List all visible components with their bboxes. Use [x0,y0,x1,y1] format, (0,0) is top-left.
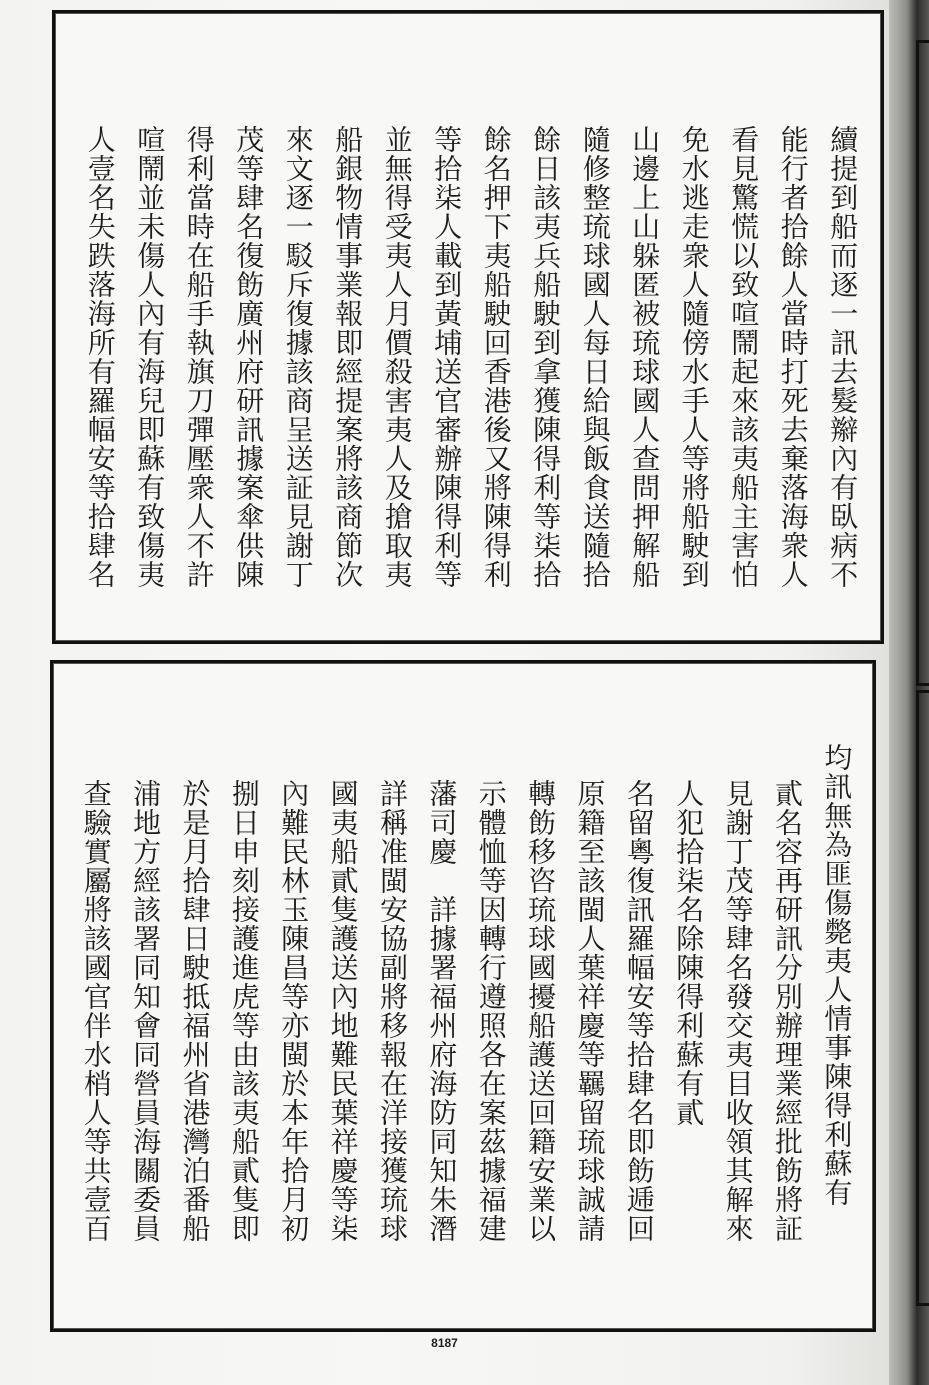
text-column [719,13,769,641]
text-column [422,13,472,641]
column-text: 得利當時在船手執旗刀彈壓衆人不許 [182,125,216,589]
column-text: 隨修整琉球國人每日給與飯食送隨拾 [578,125,612,589]
text-column [372,13,422,641]
column-text: 船銀物情事業報即經提案將該商節次 [331,125,365,589]
column-text: 貳名容再研訊分別辦理業經批飭將証 [770,779,804,1243]
column-text: 浦地方經該署同知會同營員海關委員 [129,779,163,1243]
column-text: 看見驚慌以致喧鬧起來該夷船主害怕 [727,125,761,589]
column-text: 查驗實屬將該國官伴水梢人等共壹百 [79,779,113,1243]
text-block-bottom [50,660,876,1332]
column-text: 名留粵復訊羅幅安等拾肆名即飭逓回 [622,779,656,1243]
text-column [812,663,861,1329]
column-text: 等拾柒人載到黃埔送官審辦陳得利等 [430,125,464,589]
text-column [664,663,713,1329]
text-column [620,13,670,641]
text-column [75,13,125,641]
text-column [269,663,318,1329]
column-text: 於是月拾肆日駛抵福州省港灣泊番船 [178,779,212,1243]
column-text: 續提到船而逐一訊去髮辮內有臥病不 [826,125,860,589]
column-text: 能行者拾餘人當時打死去棄落海衆人 [776,125,810,589]
page-number: 8187 [431,1336,458,1350]
text-column [120,663,169,1329]
text-column [125,13,175,641]
text-column [818,13,868,641]
text-column [273,13,323,641]
column-text: 餘名押下夷船駛回香港後又將陳得利 [479,125,513,589]
column-text: 藩司慶 詳據署福州府海防同知朱潛 [425,779,459,1243]
column-text: 茂等肆名復飭廣州府研訊據案傘供陳 [232,125,266,589]
column-text: 示體恤等因轉行遵照各在案茲據福建 [474,779,508,1243]
text-column [174,13,224,641]
column-text: 原籍至該閩人葉祥慶等羈留琉球誠請 [573,779,607,1243]
text-column [570,13,620,641]
column-text: 國夷船貳隻護送內地難民葉祥慶等柒 [326,779,360,1243]
text-column [417,663,466,1329]
text-column [521,13,571,641]
text-column [219,663,268,1329]
column-text: 見謝丁茂等肆名發交夷目收領其解來 [721,779,755,1243]
column-text: 來文逐一駁斥復據該商呈送証見謝丁 [281,125,315,589]
adjacent-page-frame [916,690,929,1306]
text-block-top [52,10,884,644]
text-column [768,13,818,641]
column-text: 詳稱准閩安協副將移報在洋接獲琉球 [375,779,409,1243]
book-gutter [889,0,929,1385]
text-column [565,663,614,1329]
column-group-bottom [71,663,861,1329]
column-text: 山邊上山躲匿被琉球國人查問押解船 [628,125,662,589]
text-column [669,13,719,641]
text-column [762,663,811,1329]
adjacent-page-frame [916,40,929,686]
text-column [318,663,367,1329]
text-column [471,13,521,641]
column-text: 人犯拾柒名除陳得利蘇有貳 [672,779,706,1127]
text-column [170,663,219,1329]
column-text: 均訊無為匪傷斃夷人情事陳得利蘇有 [820,743,854,1207]
text-column [367,663,416,1329]
text-column [614,663,663,1329]
column-group-top [75,13,867,641]
column-text: 免水逃走衆人隨傍水手人等將船駛到 [677,125,711,589]
column-text: 人壹名失跌落海所有羅幅安等拾肆名 [83,125,117,589]
column-text: 並無得受夷人月價殺害夷人及搶取夷 [380,125,414,589]
text-column [466,663,515,1329]
text-column [323,13,373,641]
text-column [515,663,564,1329]
column-text: 餘日該夷兵船駛到拿獲陳得利等柒拾 [529,125,563,589]
column-text: 內難民林玉陳昌等亦閩於本年拾月初 [277,779,311,1243]
text-column [224,13,274,641]
column-text: 轉飭移咨琉球國擾船護送回籍安業以 [524,779,558,1243]
text-column [713,663,762,1329]
column-text: 捌日申刻接護進虎等由該夷船貳隻即 [227,779,261,1243]
column-text: 喧鬧並未傷人內有海兒即蘇有致傷夷 [133,125,167,589]
text-column [71,663,120,1329]
